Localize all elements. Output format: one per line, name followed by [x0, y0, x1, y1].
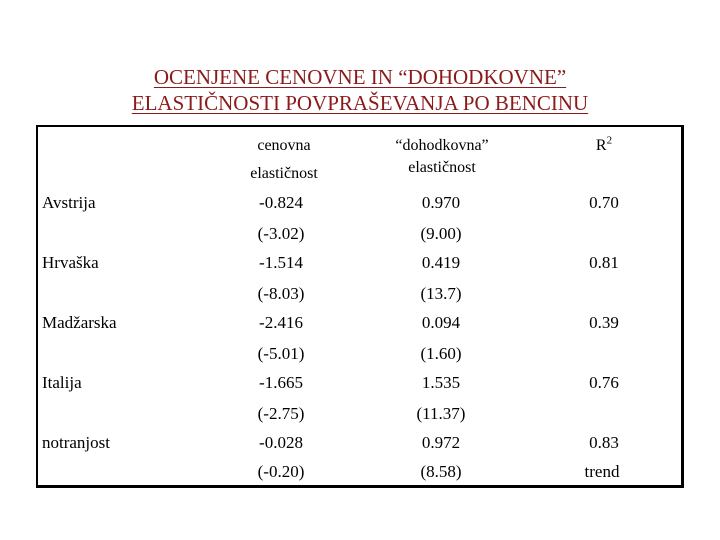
row-income-t-stat: (9.00) [420, 224, 462, 243]
r-squared-exponent: 2 [606, 134, 613, 147]
title-line-1: OCENJENE CENOVNE IN “DOHODKOVNE” [153, 65, 567, 89]
row-income-elasticity: 1.535 [421, 373, 461, 392]
header-r-squared [596, 136, 612, 156]
row-income-elasticity: 0.972 [421, 433, 461, 452]
row-r-squared: 0.70 [589, 193, 619, 212]
r-squared-base: R [595, 137, 607, 154]
row-price-elasticity: -2.416 [259, 313, 303, 332]
row-price-t-stat: (-5.01) [257, 344, 305, 363]
row-income-elasticity: 0.094 [421, 313, 461, 332]
row-r-squared: 0.39 [589, 313, 619, 332]
row-price-elasticity: -1.665 [259, 373, 303, 392]
row-price-t-stat: (-3.02) [257, 224, 305, 243]
row-income-t-stat: (8.58) [420, 462, 462, 481]
row-r-squared: 0.76 [589, 373, 619, 392]
header-income-line2: elastičnost [408, 159, 476, 176]
row-income-t-stat: (13.7) [420, 284, 462, 303]
header-price-line2: elastičnost [250, 165, 318, 182]
row-country: Madžarska [42, 313, 117, 332]
slide-title [0, 64, 720, 116]
row-price-t-stat: (-0.20) [257, 462, 305, 481]
row-price-elasticity: -0.824 [259, 193, 303, 212]
row-income-t-stat: (11.37) [416, 404, 466, 423]
row-country: Hrvaška [42, 253, 99, 272]
row-price-t-stat: (-8.03) [257, 284, 305, 303]
header-income-line1: “dohodkovna” [395, 137, 489, 154]
row-trend-note: trend [584, 462, 620, 481]
row-country: Italija [42, 373, 82, 392]
row-price-elasticity: -0.028 [259, 433, 303, 452]
row-income-elasticity: 0.419 [421, 253, 461, 272]
row-income-t-stat: (1.60) [420, 344, 462, 363]
row-price-elasticity: -1.514 [259, 253, 303, 272]
title-line-2: ELASTIČNOSTI POVPRAŠEVANJA PO BENCINU [131, 91, 589, 115]
row-income-elasticity: 0.970 [421, 193, 461, 212]
row-r-squared: 0.81 [589, 253, 619, 272]
row-r-squared: 0.83 [589, 433, 619, 452]
row-country: notranjost [42, 433, 110, 452]
header-price-line1: cenovna [257, 137, 311, 154]
row-country: Avstrija [42, 193, 96, 212]
row-price-t-stat: (-2.75) [257, 404, 305, 423]
elasticity-table [36, 125, 684, 488]
